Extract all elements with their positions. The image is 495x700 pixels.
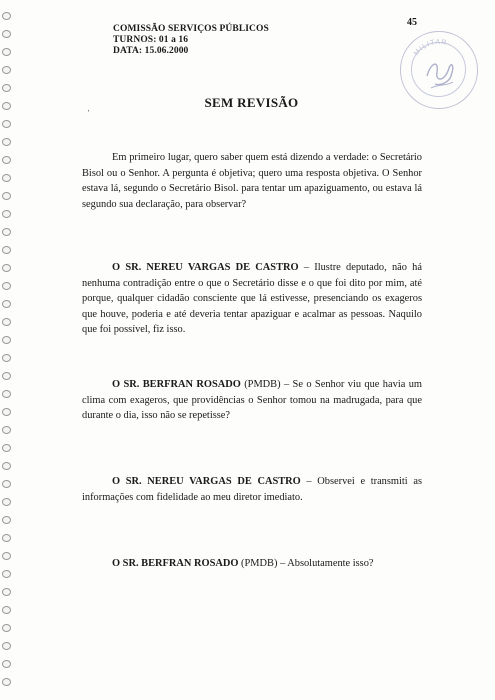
speaker-name: O SR. NEREU VARGAS DE CASTRO [112,476,301,487]
header-commission: COMISSÃO SERVIÇOS PÚBLICOS [113,24,269,34]
header-date: DATA: 15.06.2000 [113,46,189,56]
paragraph-question [82,150,422,212]
page-title: SEM REVISÃO [204,95,299,110]
speaker-party: (PMDB) [240,379,281,390]
paragraph-text: – Observei e transmiti as informações com fidelidade ao meu diretor imediato. [82,476,422,503]
paragraph-text: – Se o Senhor viu que havia um clima com exageros, que providências o Senhor tomou na madrugada, para que durante o dia, isso não se repetisse? [82,379,422,422]
svg-text:MILITAR: MILITAR [413,38,448,58]
speaker-name: O SR. BERFRAN ROSADO [112,558,239,569]
paragraph-text: – Ilustre deputado, não há nenhuma contradição entre o que o Secretário disse e o que foi dito por mim, até porque, qualquer cidadão consciente que lá estivesse, presenciando os exageros que houve, poderia e até deveria tentar apaziguar e acalmar as pessoas. Naquilo que foi possível, fiz isso. [82,262,422,336]
paragraph-berfran-2 [82,556,422,572]
paragraph-text: Em primeiro lugar, quero saber quem está dizendo a verdade: o Secretário Bisol ou o Senhor. A pergunta é objetiva; quero uma resposta objetiva. O Senhor estava lá, segundo o Secretário Bisol. para tentar um apaziguamento, ou estava lá segundo sua declaração, para observar? [82,152,422,210]
margin-mark: ˌ [87,101,91,112]
speaker-name: O SR. BERFRAN ROSADO [112,379,241,390]
speaker-party: (PMDB) [238,558,278,569]
page-number: 45 [407,17,417,28]
document-header [113,24,269,57]
paragraph-nereu-2 [82,474,422,505]
paragraph-nereu-1 [82,260,422,338]
speaker-name: O SR. NEREU VARGAS DE CASTRO [112,262,299,273]
paragraph-berfran-1 [82,377,422,424]
paragraph-text: – Absolutamente isso? [277,558,374,569]
header-turns: TURNOS: 01 a 16 [113,35,189,45]
